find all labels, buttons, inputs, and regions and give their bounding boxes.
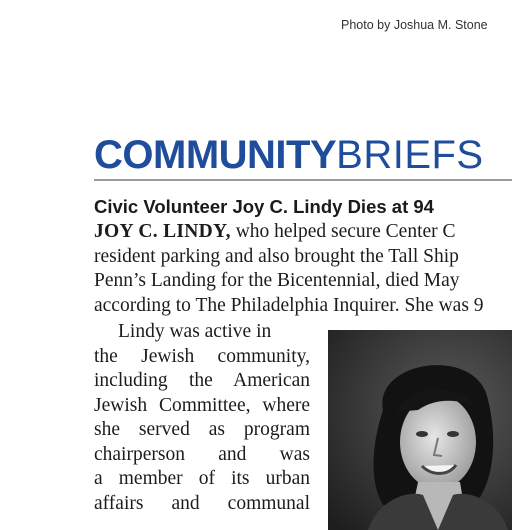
lead-line: resident parking and also brought the Tall Ship — [94, 245, 459, 267]
body-line: including the American — [94, 370, 310, 391]
lead-line: Penn’s Landing for the Bicentennial, died May — [94, 270, 460, 291]
lead-line — [94, 220, 512, 245]
section-title-light: BRIEFS — [336, 133, 484, 177]
body-line: she served as program — [94, 419, 310, 440]
section-title — [94, 133, 484, 177]
body-line: Jewish Committee, where — [94, 394, 310, 416]
body-line: Lindy was active in — [118, 321, 272, 342]
subject-name: JOY C. LINDY, — [94, 221, 231, 242]
lead-line-text: who helped secure Center C — [230, 221, 456, 242]
portrait-illustration — [328, 330, 512, 530]
lead-line: according to The Philadelphia Inquirer. She was 9 — [94, 294, 484, 316]
body-line: chairperson and was — [94, 443, 310, 465]
article-lead-paragraph — [94, 220, 512, 318]
body-line: affairs and communal — [94, 492, 310, 514]
section-title-bold: COMMUNITY — [94, 133, 337, 177]
body-line: the Jewish community, — [94, 345, 310, 367]
article-body-column — [94, 320, 310, 516]
portrait-photo — [328, 330, 512, 530]
photo-credit: Photo by Joshua M. Stone — [341, 18, 488, 32]
section-divider — [94, 179, 512, 181]
article-headline: Civic Volunteer Joy C. Lindy Dies at 94 — [94, 196, 434, 217]
body-line: a member of its urban — [94, 468, 310, 489]
